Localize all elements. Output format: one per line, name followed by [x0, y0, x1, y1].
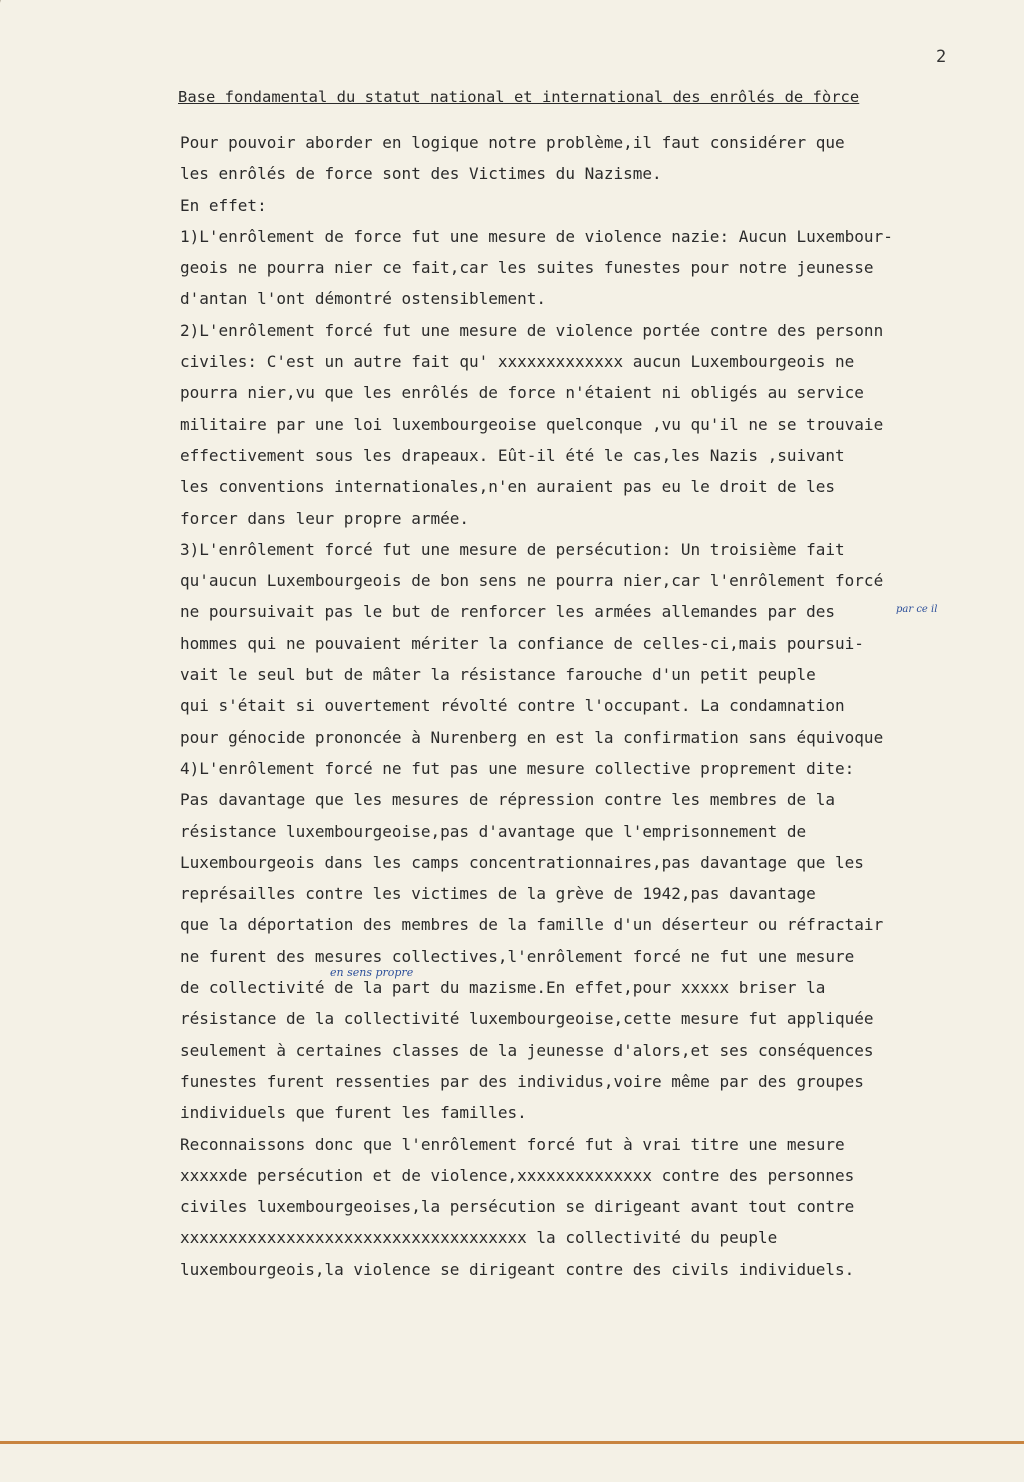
document-body	[180, 127, 1024, 1285]
text-line: effectivement sous les drapeaux. Eût-il été le cas,les Nazis ,suivant	[180, 445, 845, 465]
page-number: 2	[936, 47, 947, 67]
text-line: militaire par une loi luxembourgeoise quelconque ,vu qu'il ne se trouvaie	[180, 414, 884, 434]
text-line: vait le seul but de mâter la résistance farouche d'un petit peuple	[180, 665, 816, 685]
handwritten-annotation: en sens propre	[330, 966, 414, 979]
text-line: civiles: C'est un autre fait qu' xxxxxxxxxxxxx aucun Luxembourgeois ne	[180, 352, 855, 372]
text-line-conclusion: xxxxxde persécution et de violence,xxxxxxxxxxxxxx contre des personnes	[180, 1165, 855, 1185]
bottom-border-rule	[0, 1441, 1024, 1444]
text-line: geois ne pourra nier ce fait,car les suites funestes pour notre jeunesse	[180, 258, 874, 278]
text-line-heading: 3)L'enrôlement forcé fut une mesure de persécution: Un troisième fait	[180, 539, 845, 559]
text-line: pourra nier,vu que les enrôlés de force n'étaient ni obligés au service	[180, 383, 864, 403]
document-title: Base fondamental du statut national et international des enrôlés de fòrce	[178, 88, 860, 106]
scan-edge-mark	[0, 0, 31, 60]
text-line: forcer dans leur propre armée.	[180, 508, 469, 528]
text-line-conclusion: xxxxxxxxxxxxxxxxxxxxxxxxxxxxxxxxxxxx la collectivité du peuple	[180, 1228, 778, 1248]
text-line-heading: 4)L'enrôlement forcé ne fut pas une mesure collective proprement dite:	[180, 758, 855, 778]
text-line: En effet:	[180, 195, 267, 215]
text-line-conclusion: Reconnaissons donc que l'enrôlement forcé fut à vrai titre une mesure	[180, 1134, 845, 1154]
text-line: qu'aucun Luxembourgeois de bon sens ne pourra nier,car l'enrôlement forcé	[180, 571, 884, 591]
text-line: funestes furent ressenties par des individus,voire même par des groupes	[180, 1071, 864, 1091]
text-line: seulement à certaines classes de la jeunesse d'alors,et ses conséquences	[180, 1040, 874, 1060]
text-line: résistance de la collectivité luxembourgeoise,cette mesure fut appliquée	[180, 1009, 874, 1029]
text-line: individuels que furent les familles.	[180, 1103, 527, 1123]
text-line: de collectivité de la part du mazisme.En effet,pour xxxxx briser la	[180, 978, 826, 998]
text-line: Luxembourgeois dans les camps concentrationnaires,pas davantage que les	[180, 852, 864, 872]
text-line: d'antan l'ont démontré ostensiblement.	[180, 289, 547, 309]
text-line-conclusion: luxembourgeois,la violence se dirigeant contre des civils individuels.	[180, 1259, 855, 1279]
text-line: pour génocide prononcée à Nurenberg en est la confirmation sans équivoque	[180, 727, 884, 747]
text-line: les enrôlés de force sont des Victimes du Nazisme.	[180, 164, 662, 184]
text-line: résistance luxembourgeoise,pas d'avantage que l'emprisonnement de	[180, 821, 807, 841]
text-line-conclusion: civiles luxembourgeoises,la persécution se dirigeant avant tout contre	[180, 1197, 855, 1217]
text-line: qui s'était si ouvertement révolté contre l'occupant. La condamnation	[180, 696, 845, 716]
text-line: Pour pouvoir aborder en logique notre problème,il faut considérer que	[180, 133, 845, 152]
text-line: que la déportation des membres de la famille d'un déserteur ou réfractair	[180, 915, 884, 935]
text-line: les conventions internationales,n'en auraient pas eu le droit de les	[180, 477, 836, 497]
text-line: Pas davantage que les mesures de répression contre les membres de la	[180, 790, 836, 810]
text-line-heading: 2)L'enrôlement forcé fut une mesure de violence portée contre des personn	[180, 320, 884, 340]
handwritten-annotation: par ce il	[896, 604, 938, 615]
text-line: représailles contre les victimes de la grève de 1942,pas davantage	[180, 884, 816, 904]
text-line-heading: 1)L'enrôlement de force fut une mesure de violence nazie: Aucun Luxembour-	[180, 226, 893, 246]
text-line: ne poursuivait pas le but de renforcer les armées allemandes par des	[180, 602, 836, 622]
text-line: hommes qui ne pouvaient mériter la confiance de celles-ci,mais poursui-	[180, 633, 864, 653]
text-line: ne furent des mesures collectives,l'enrôlement forcé ne fut une mesure	[180, 946, 855, 966]
